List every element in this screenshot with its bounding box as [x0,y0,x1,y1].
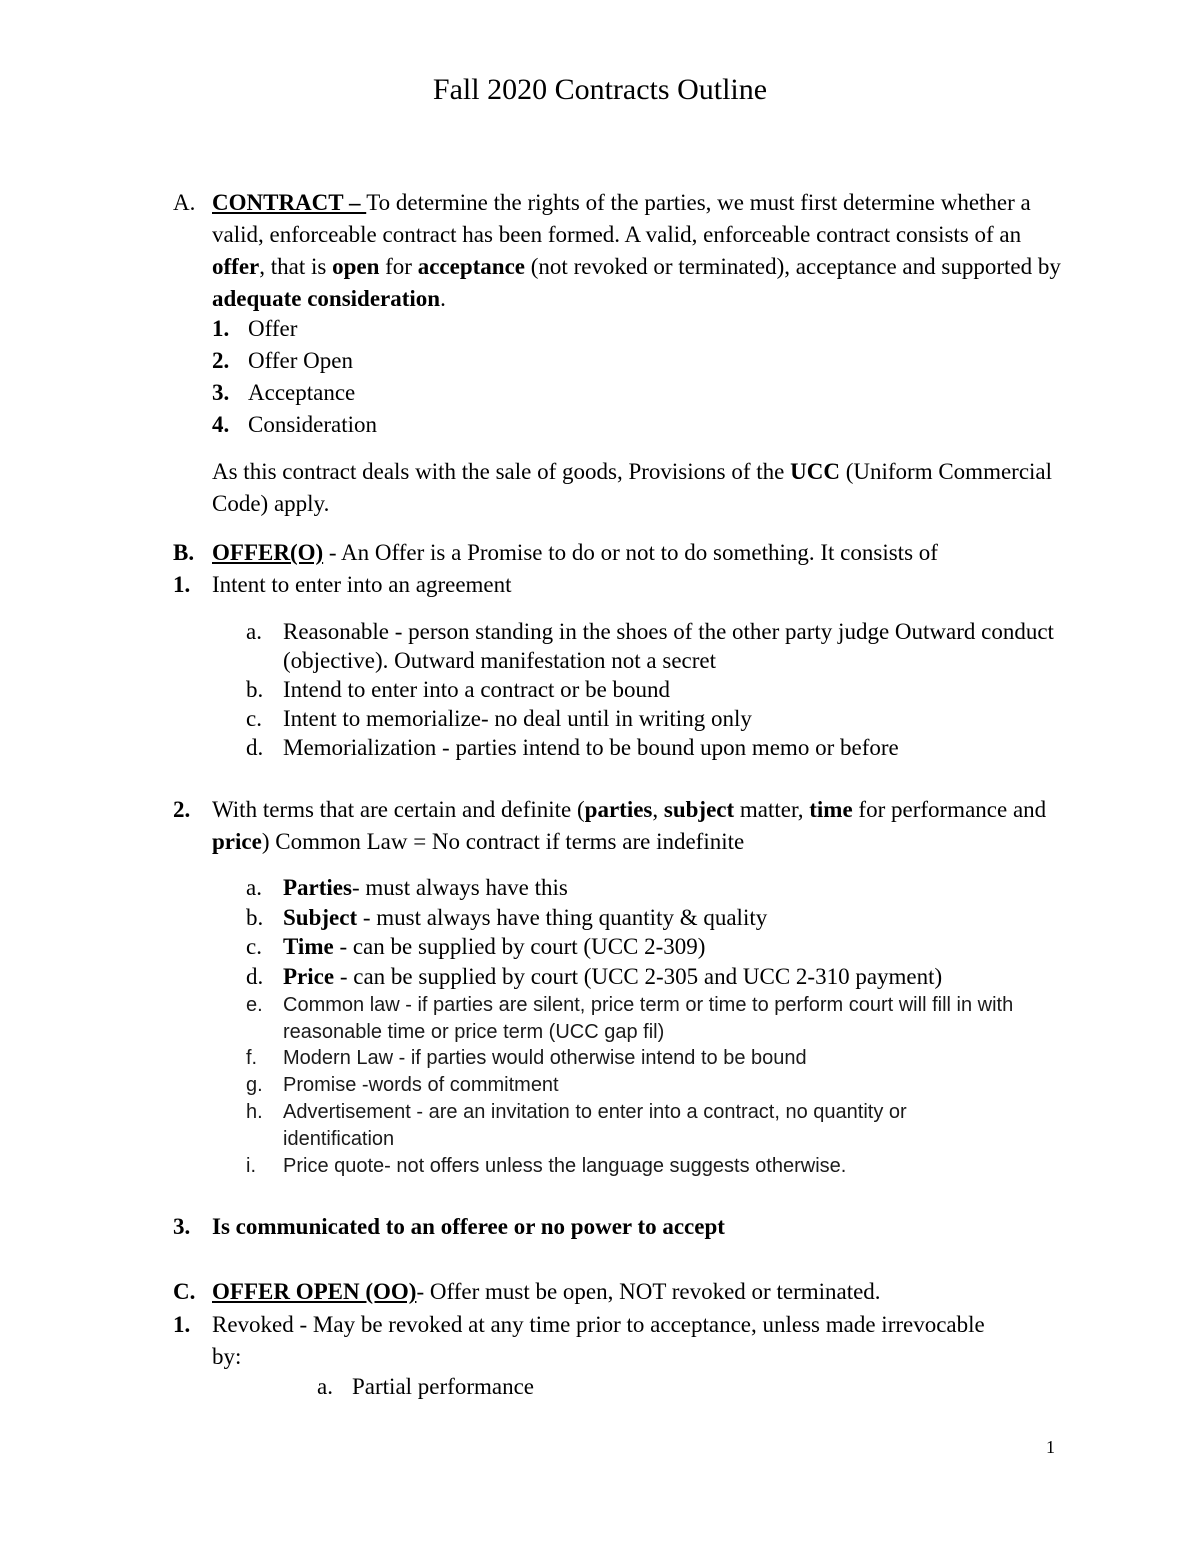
sub-item: Partial performance [352,1374,534,1399]
item-marker: 1. [173,572,191,597]
list-marker: 3. [212,380,230,405]
offer-intent: Intent to enter into an agreement [212,572,512,597]
terms-text-2: , [652,797,664,822]
section-a-label: CONTRACT – [212,190,367,215]
sub-item: Promise -words of commitment [283,1074,559,1096]
list-item-label: Consideration [248,412,378,437]
sub-item-bold: Parties [283,875,352,900]
sub-item: Memorialization - parties intend to be bound upon memo or before [283,735,899,760]
section-a-text-3: for [379,254,418,279]
sub-item [283,903,1073,932]
section-a-list [212,313,378,441]
section-b-letter: B. [173,540,195,565]
section-c-label: OFFER OPEN (OO) [212,1279,417,1304]
sub-item-text: - must always have this [351,875,568,900]
ucc-note-text-1: As this contract deals with the sale of goods, Provisions of the [212,459,791,484]
ucc-note-bold: UCC [790,459,840,484]
sub-marker: d. [246,964,264,989]
section-b-heading [212,537,1072,569]
list-marker: 2. [212,348,230,373]
list-marker: 1. [212,316,230,341]
list-item-label: Offer [248,316,298,341]
item-marker: 3. [173,1214,191,1239]
item-marker: 2. [173,797,191,822]
terms-text-4: for performance and [852,797,1047,822]
terms-bold-subject: subject [663,797,735,822]
terms-text-5: ) Common Law = No contract if terms are indefinite [261,829,745,854]
terms-bold-price: price [212,829,262,854]
sub-marker: e. [246,994,263,1016]
sub-marker: i. [246,1155,256,1177]
section-c-heading [212,1276,1072,1308]
terms-definite [212,794,1072,858]
sub-marker: b. [246,905,264,930]
section-b-text: - An Offer is a Promise to do or not to do something. It consists of [323,540,938,565]
revoked-item: Revoked - May be revoked at any time prior to acceptance, unless made irrevocable by: [212,1312,985,1369]
sub-item: Reasonable - person standing in the shoes of the other party judge Outward conduct (objective). Outward manifestation not a secret [283,619,1054,673]
sub-item: Advertisement - are an invitation to enter into a contract, no quantity or identification [283,1101,907,1150]
section-a-letter: A. [173,190,196,215]
ucc-note [212,456,1072,520]
section-a-text-4: (not revoked or terminated), acceptance and supported by [525,254,1061,279]
sub-item: Price quote- not offers unless the language suggests otherwise. [283,1155,847,1177]
section-a-bold-offer: offer [212,254,260,279]
sub-item-text: - can be supplied by court (UCC 2-309) [333,934,706,959]
terms-text-3: matter, [734,797,810,822]
sub-marker: c. [246,934,262,959]
section-a-paragraph [212,187,1072,315]
section-a-text-1: To determine the rights of the parties, we must first determine whether a valid, enforceable contract has been formed. A valid, enforceable contract consists of an [212,190,1031,247]
sub-marker: a. [246,875,262,900]
sub-item-text: - can be supplied by court (UCC 2-305 and UCC 2-310 payment) [334,964,943,989]
list-item [212,313,298,345]
sub-item: Common law - if parties are silent, price term or time to perform court will fill in with reasonable time or price term (UCC gap fil) [283,994,1014,1043]
sub-marker: d. [246,735,264,760]
list-marker: 4. [212,412,230,437]
sub-item: Intent to memorialize- no deal until in writing only [283,706,752,731]
sub-marker: h. [246,1101,263,1123]
sub-marker: f. [246,1047,258,1069]
ucc-note-text-2: (Uniform Commercial Code) apply. [212,459,1053,516]
list-item-label: Acceptance [248,380,356,405]
sub-item [283,873,1073,902]
list-item [212,345,353,377]
section-c-letter: C. [173,1279,196,1304]
sub-item [283,932,1073,961]
sub-marker: a. [317,1374,333,1399]
document-title: Fall 2020 Contracts Outline [432,73,768,106]
sub-marker: b. [246,677,264,702]
terms-text-1: With terms that are certain and definite ( [212,797,585,822]
sub-marker: a. [246,619,262,644]
section-a-bold-open: open [332,254,380,279]
terms-bold-parties: parties [584,797,653,822]
sub-marker: g. [246,1074,263,1096]
terms-bold-time: time [809,797,853,822]
section-b-label: OFFER(O) [212,540,324,565]
sub-item-bold: Subject [283,905,358,930]
section-c-text: - Offer must be open, NOT revoked or terminated. [416,1279,881,1304]
item-marker: 1. [173,1312,191,1337]
sub-item-text: - must always have thing quantity & quality [357,905,768,930]
section-a-bold-acceptance: acceptance [417,254,526,279]
communicated-offeree: Is communicated to an offeree or no power to accept [212,1214,725,1239]
section-a-bold-consideration: adequate consideration [212,286,441,311]
list-item [212,409,378,441]
section-a-text-5: . [440,286,446,311]
sub-marker: c. [246,706,262,731]
sub-item: Intend to enter into a contract or be bound [283,677,671,702]
sub-item-bold: Time [283,934,334,959]
page-number: 1 [1046,1437,1055,1457]
section-a-text-2: , that is [259,254,333,279]
sub-item-bold: Price [283,964,335,989]
list-item [212,377,356,409]
sub-item [283,962,1073,991]
sub-item: Modern Law - if parties would otherwise intend to be bound [283,1047,807,1069]
list-item-label: Offer Open [248,348,353,373]
